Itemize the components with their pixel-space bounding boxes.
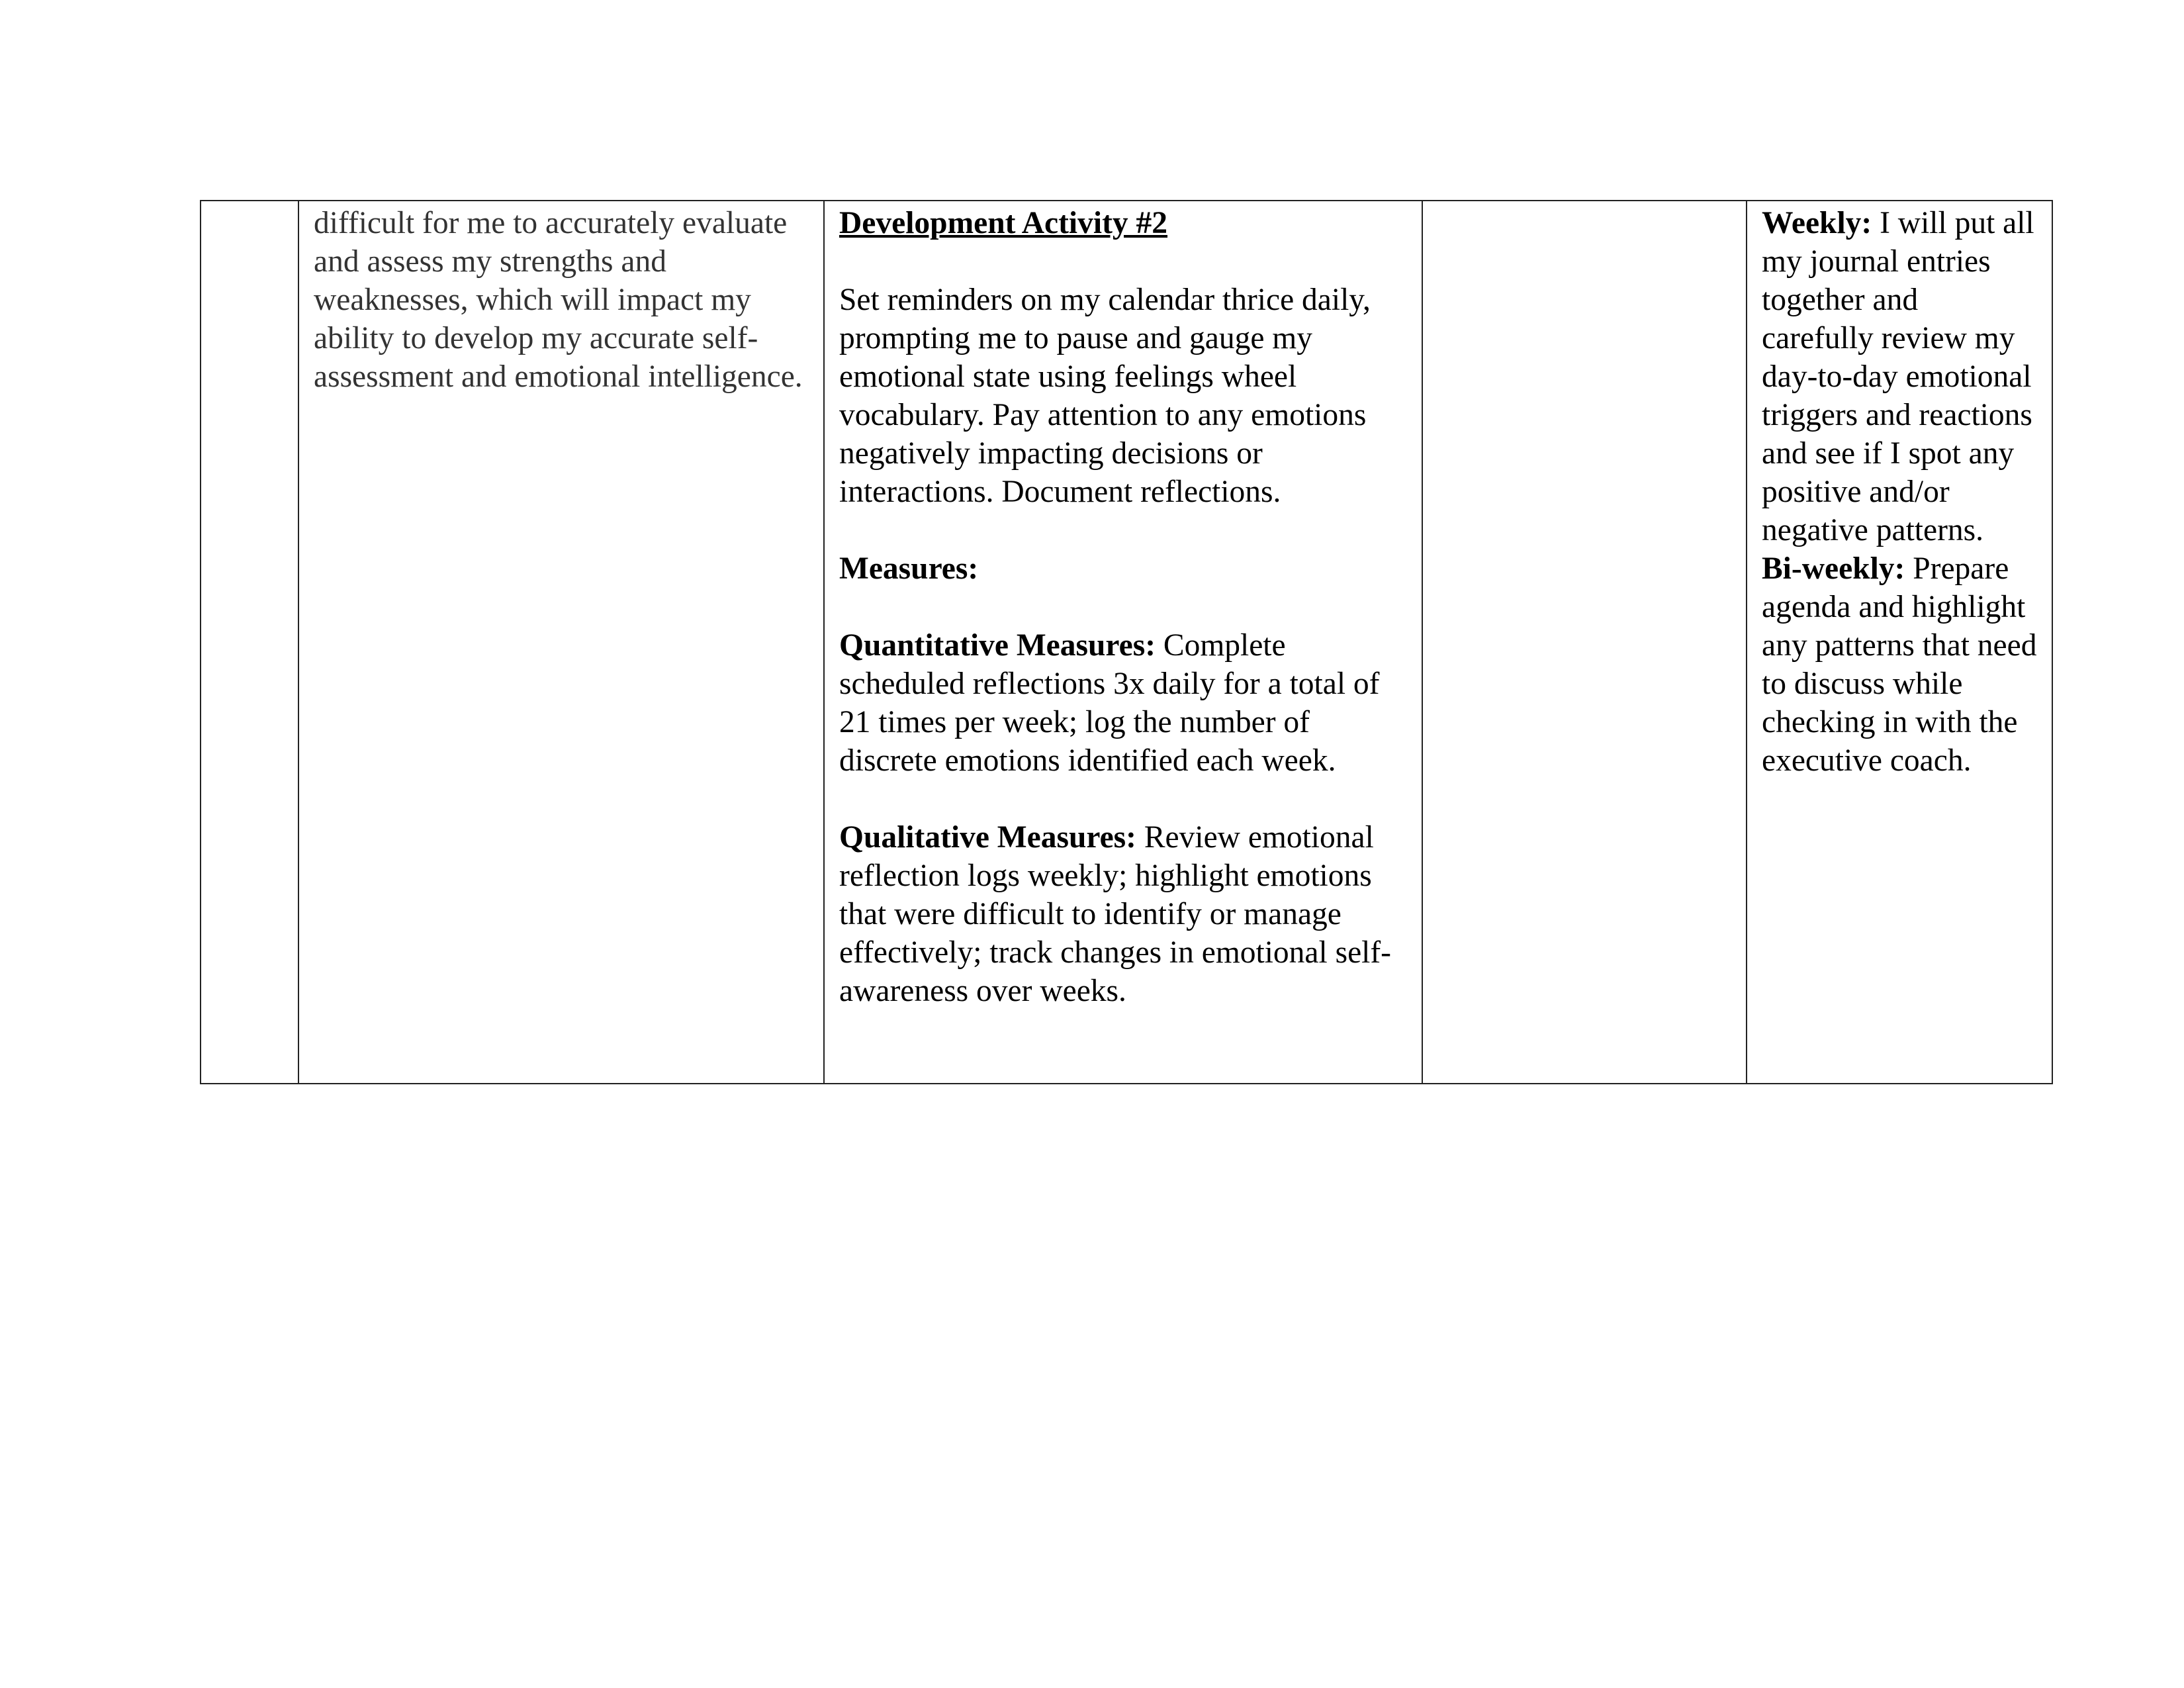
challenge-text: difficult for me to accurately evaluate and assess my strengths and weaknesses, which will impact my ability to develop my accurate self-assessment and emotional intelligence. <box>314 206 803 394</box>
quantitative-label: Quantitative Measures: <box>839 628 1156 663</box>
weekly-text: I will put all my journal entries together and carefully review my day-to-day emotional triggers and reactions and see if I spot any positive and/or negative patterns. <box>1762 206 2034 547</box>
weekly-paragraph <box>1762 204 2037 549</box>
qualitative-label: Qualitative Measures: <box>839 820 1136 855</box>
challenge-cell <box>298 201 824 1084</box>
biweekly-label: Bi-weekly: <box>1762 551 1905 586</box>
development-plan-table <box>200 200 2053 1084</box>
weekly-label: Weekly: <box>1762 206 1872 240</box>
activity-heading: Development Activity #2 <box>839 206 1168 240</box>
timeline-cell <box>1747 201 2052 1084</box>
biweekly-paragraph <box>1762 549 2037 780</box>
empty-cell-4 <box>1422 201 1747 1084</box>
quantitative-paragraph <box>839 626 1407 780</box>
activity-description: Set reminders on my calendar thrice daily, prompting me to pause and gauge my emotional state using feelings wheel vocabulary. Pay attention to any emotions negatively impacting decisions or interactions. Document reflections. <box>839 283 1371 509</box>
biweekly-text: Prepare agenda and highlight any patterns that need to discuss while checking in with the executive coach. <box>1762 551 2037 778</box>
qualitative-text: Review emotional reflection logs weekly; highlight emotions that were difficult to identify or manage effectively; track changes in emotional self-awareness over weeks. <box>839 820 1391 1008</box>
qualitative-paragraph <box>839 818 1407 1010</box>
quantitative-text: Complete scheduled reflections 3x daily for a total of 21 times per week; log the number of discrete emotions identified each week. <box>839 628 1380 778</box>
activity-cell <box>824 201 1422 1084</box>
table-row <box>201 201 2052 1084</box>
empty-cell-1 <box>201 201 298 1084</box>
measures-label: Measures: <box>839 551 979 586</box>
